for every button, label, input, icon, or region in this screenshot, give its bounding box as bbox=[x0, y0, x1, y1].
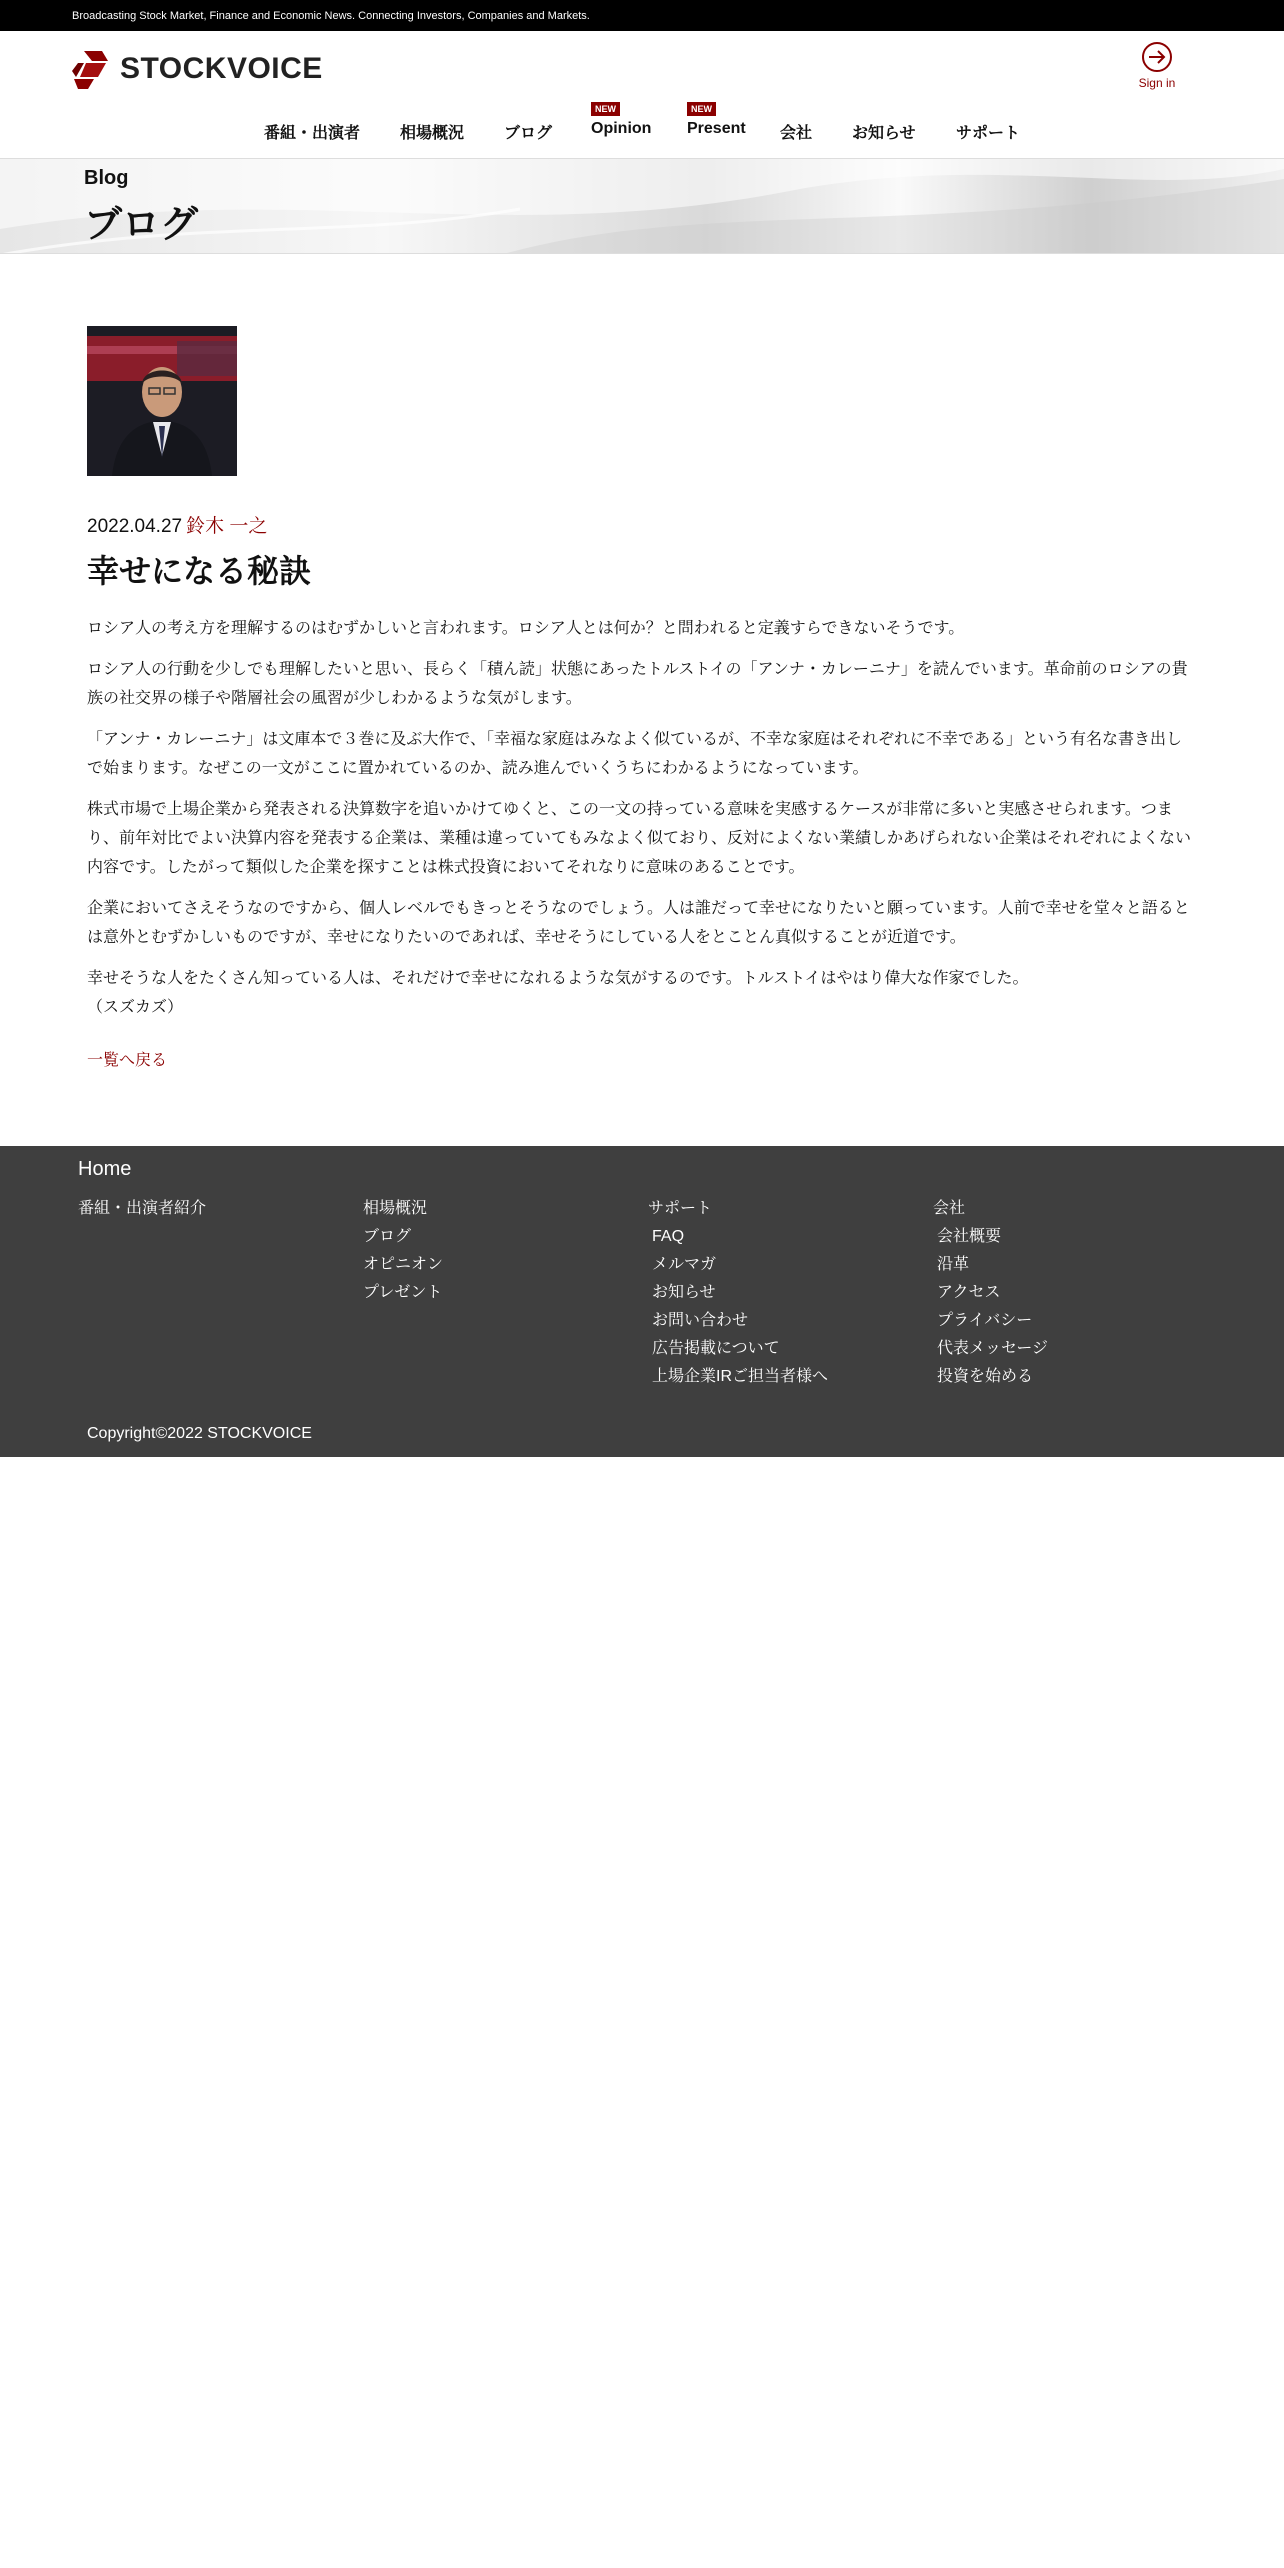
footer-link[interactable]: ブログ bbox=[363, 1228, 412, 1245]
post-title: 幸せになる秘訣 bbox=[87, 553, 312, 589]
footer-link[interactable]: オピニオン bbox=[363, 1256, 444, 1273]
footer-link[interactable]: 相場概況 bbox=[363, 1200, 428, 1217]
footer-link[interactable]: FAQ bbox=[652, 1228, 685, 1245]
footer-column-company bbox=[933, 1195, 1048, 1391]
footer-link[interactable]: 会社概要 bbox=[937, 1228, 1002, 1245]
post-paragraph: 企業においてさえそうなのですから、個人レベルでもきっとそうなのでしょう。人は誰だって幸せになりたいと願っています。人前で幸せを堂々と語るとは意外とむずかしいものですが、幸せになりたいのであれば、幸せそうにしている人をとことん真似することが近道です。 bbox=[87, 900, 1190, 946]
footer-link[interactable]: お問い合わせ bbox=[652, 1312, 749, 1329]
author-photo bbox=[87, 326, 237, 476]
post-author-link[interactable]: 鈴木 一之 bbox=[186, 516, 268, 537]
nav-label: サポート bbox=[956, 125, 1021, 142]
post-paragraph: ロシア人の考え方を理解するのはむずかしいと言われます。ロシア人とは何か？と問われると定義すらできないそうです。 bbox=[87, 620, 965, 637]
footer-link[interactable]: 沿革 bbox=[937, 1256, 970, 1273]
copyright: Copyright©2022 STOCKVOICE bbox=[87, 1425, 312, 1442]
nav-item-news[interactable] bbox=[852, 120, 916, 143]
signin-arrow-icon bbox=[1140, 40, 1174, 74]
main-nav bbox=[0, 100, 1284, 156]
footer-link[interactable]: 広告掲載について bbox=[652, 1340, 780, 1357]
footer-link[interactable]: 番組・出演者紹介 bbox=[78, 1200, 207, 1217]
nav-item-present[interactable] bbox=[687, 104, 746, 138]
nav-label: お知らせ bbox=[852, 125, 916, 142]
post-date: 2022.04.27 bbox=[87, 516, 183, 537]
footer-column-market bbox=[363, 1195, 443, 1307]
nav-item-market[interactable] bbox=[400, 120, 464, 143]
post-body bbox=[87, 614, 1197, 1034]
nav-item-blog[interactable] bbox=[504, 120, 552, 143]
stockvoice-hexagon-icon bbox=[72, 49, 110, 89]
nav-item-programs[interactable] bbox=[264, 120, 360, 143]
post-paragraph: 幸せそうな人をたくさん知っている人は、それだけで幸せになれるような気がするのです。トルストイはやはり偉大な作家でした。 bbox=[87, 970, 1029, 987]
site-footer bbox=[0, 1146, 1284, 1457]
tagline: Broadcasting Stock Market, Finance and Economic News. Connecting Investors, Companies and Markets. bbox=[72, 10, 590, 22]
footer-column-support bbox=[648, 1195, 828, 1391]
post-paragraph: ロシア人の行動を少しでも理解したいと思い、長らく「積ん読」状態にあったトルストイの「アンナ・カレーニナ」を読んでいます。革命前のロシアの貴族の社交界の様子や階層社会の風習が少しわかるような気がします。 bbox=[87, 661, 1188, 707]
post-signature: （スズカズ） bbox=[87, 999, 184, 1016]
post-meta bbox=[87, 511, 267, 538]
nav-item-opinion[interactable] bbox=[591, 104, 652, 138]
footer-link[interactable]: 投資を始める bbox=[937, 1368, 1034, 1385]
footer-link[interactable]: 代表メッセージ bbox=[937, 1340, 1049, 1357]
nav-label: 会社 bbox=[780, 125, 813, 142]
logo-text: STOCKVOICE bbox=[120, 52, 323, 85]
back-to-list-link[interactable]: 一覧へ戻る bbox=[87, 1052, 168, 1069]
footer-home-link[interactable]: Home bbox=[78, 1158, 132, 1180]
footer-link[interactable]: メルマガ bbox=[652, 1256, 717, 1273]
footer-link[interactable]: 会社 bbox=[933, 1200, 966, 1217]
nav-label: Opinion bbox=[591, 120, 652, 137]
nav-label: 番組・出演者 bbox=[264, 125, 361, 142]
footer-link[interactable]: 上場企業IRご担当者様へ bbox=[652, 1368, 829, 1385]
signin-button[interactable] bbox=[1132, 40, 1182, 96]
nav-label: ブログ bbox=[504, 125, 553, 142]
nav-label: 相場概況 bbox=[400, 125, 465, 142]
new-badge: NEW bbox=[591, 102, 620, 116]
new-badge: NEW bbox=[687, 102, 716, 116]
top-bar bbox=[0, 0, 1284, 31]
nav-item-support[interactable] bbox=[956, 120, 1020, 143]
post-paragraph: 株式市場で上場企業から発表される決算数字を追いかけてゆくと、この一文の持っている意味を実感するケースが非常に多いと実感させられます。つまり、前年対比でよい決算内容を発表する企業は、業種は違っていてもみなよく似ており、反対によくない業績しかあげられない企業はそれぞれによくない内容です。したがって類似した企業を探すことは株式投資においてそれなりに意味のあることです。 bbox=[87, 801, 1192, 876]
footer-link[interactable]: お知らせ bbox=[652, 1284, 716, 1301]
page-banner bbox=[0, 158, 1284, 254]
footer-link[interactable]: プライバシー bbox=[937, 1312, 1033, 1329]
nav-item-company[interactable] bbox=[780, 120, 812, 143]
post-paragraph: 「アンナ・カレーニナ」は文庫本で３巻に及ぶ大作で、「幸福な家庭はみなよく似ているが、不幸な家庭はそれぞれに不幸である」という有名な書き出しで始まります。なぜこの一文がここに置かれているのか、読み進んでいくうちにわかるようになっています。 bbox=[87, 731, 1183, 777]
banner-subtitle: Blog bbox=[84, 167, 129, 189]
footer-link[interactable]: サポート bbox=[648, 1200, 713, 1217]
site-logo[interactable] bbox=[72, 49, 323, 89]
nav-label: Present bbox=[687, 120, 746, 137]
footer-column-programs bbox=[78, 1195, 206, 1223]
page-title: ブログ bbox=[84, 204, 199, 246]
author-portrait-image bbox=[87, 326, 237, 476]
footer-link[interactable]: アクセス bbox=[937, 1284, 1001, 1301]
footer-link[interactable]: プレゼント bbox=[363, 1284, 443, 1301]
signin-label: Sign in bbox=[1138, 76, 1176, 90]
